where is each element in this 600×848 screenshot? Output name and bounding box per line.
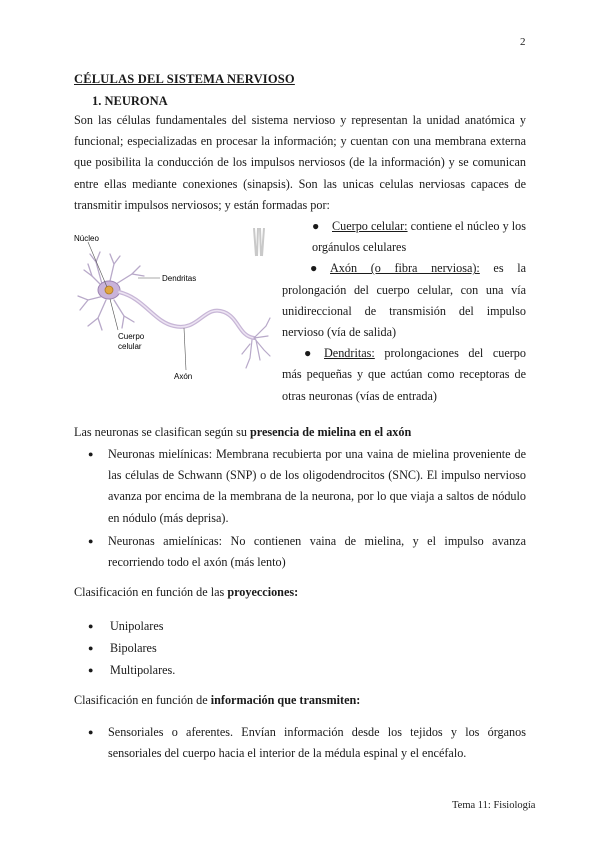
list-item (282, 258, 526, 343)
projections-intro-bold: proyecciones: (227, 585, 299, 599)
page-number: 2 (520, 36, 526, 48)
bullet-icon: ● (310, 261, 318, 276)
page-title: CÉLULAS DEL SISTEMA NERVIOSO (74, 72, 295, 86)
label-nucleo: Núcleo (74, 234, 99, 243)
intro-line: transmitir impulsos nerviosos; y están formadas por: (74, 197, 330, 212)
list-item: ● Unipolares (88, 615, 175, 637)
part-text: prolongaciones del cuerpo más pequeñas y que actúan como receptoras de otras neuronas (vías de entrada) (282, 346, 526, 403)
info-intro-bold: información que transmiten: (210, 693, 361, 707)
myelin-intro (74, 422, 526, 443)
section-heading: 1. NEURONA (92, 94, 168, 108)
part-text: contiene el núcleo y los orgánulos celulares (312, 219, 526, 255)
projections-intro (74, 582, 526, 603)
bullet-icon: ● (304, 346, 312, 361)
list-item: ● Multipolares. (88, 659, 175, 681)
list-item (282, 343, 526, 407)
info-intro-text: Clasificación en función de (74, 693, 211, 707)
myelin-intro-bold: presencia de mielina en el axón (250, 425, 412, 439)
part-term: Cuerpo celular: (332, 219, 408, 233)
myelin-intro-text: Las neuronas se clasifican según su (74, 425, 250, 439)
label-axon: Axón (174, 372, 193, 381)
intro-line: entre ellas mediante conexiones (sinapsis). Son las unicas celulas nerviosas capaces de (74, 176, 526, 191)
axon-terminals (242, 318, 270, 368)
legs-thumbnail-icon (252, 228, 266, 258)
part-term: Dendritas: (324, 346, 375, 361)
label-dendritas: Dendritas (162, 274, 197, 283)
part-term: Axón (o fibra nerviosa): (330, 261, 480, 276)
intro-line: funcional; especializadas en procesar la información; y cuentan con una membrana externa (74, 134, 526, 149)
bullet-icon: ● (312, 219, 320, 233)
list-item (282, 216, 526, 258)
projections-intro-text: Clasificación en función de las (74, 585, 228, 599)
neuron-parts-list (282, 216, 526, 407)
list-item: ● Neuronas mielínicas: Membrana recubierta por una vaina de mielina proveniente de las células de Schwann (SNP) o de los oligodendrocitos (SNC). El impulso nervioso avanza por encima de la membrana de la neurona, por lo que viaja a saltos de nódulo en nódulo (más deprisa). (88, 444, 526, 529)
myelin-list (88, 444, 526, 573)
intro-line: que posibilita la conducción de los impulsos nerviosos (de la información) y se comunican (74, 155, 526, 170)
neuron-illustration (74, 226, 272, 396)
list-item: ● Sensoriales o aferentes. Envían información desde los tejidos y los órganos sensoriales del cuerpo hacia el interior de la médula espinal y el encéfalo. (88, 722, 526, 764)
page-footer: Tema 11: Fisiología (452, 800, 536, 811)
nucleus-shape (105, 286, 113, 294)
thumbnail-image (252, 228, 266, 258)
label-celular: celular (118, 342, 142, 351)
info-intro (74, 690, 526, 711)
info-list (88, 722, 526, 764)
label-cuerpo: Cuerpo (118, 332, 145, 341)
intro-line: Son las células fundamentales del sistema nervioso y representan la unidad anatómica y (74, 113, 526, 127)
list-item: ● Neuronas amielínicas: No contienen vaina de mielina, y el impulso avanza recorriendo todo el axón (más lento) (88, 531, 526, 573)
list-item: ● Bipolares (88, 637, 175, 659)
intro-paragraph (74, 110, 526, 216)
neuron-diagram (74, 226, 272, 396)
part-text: es la prolongación del cuerpo celular, con una vía unidireccional de transmisión del impulso nervioso (vía de salida) (282, 261, 526, 340)
projections-list (88, 615, 175, 681)
